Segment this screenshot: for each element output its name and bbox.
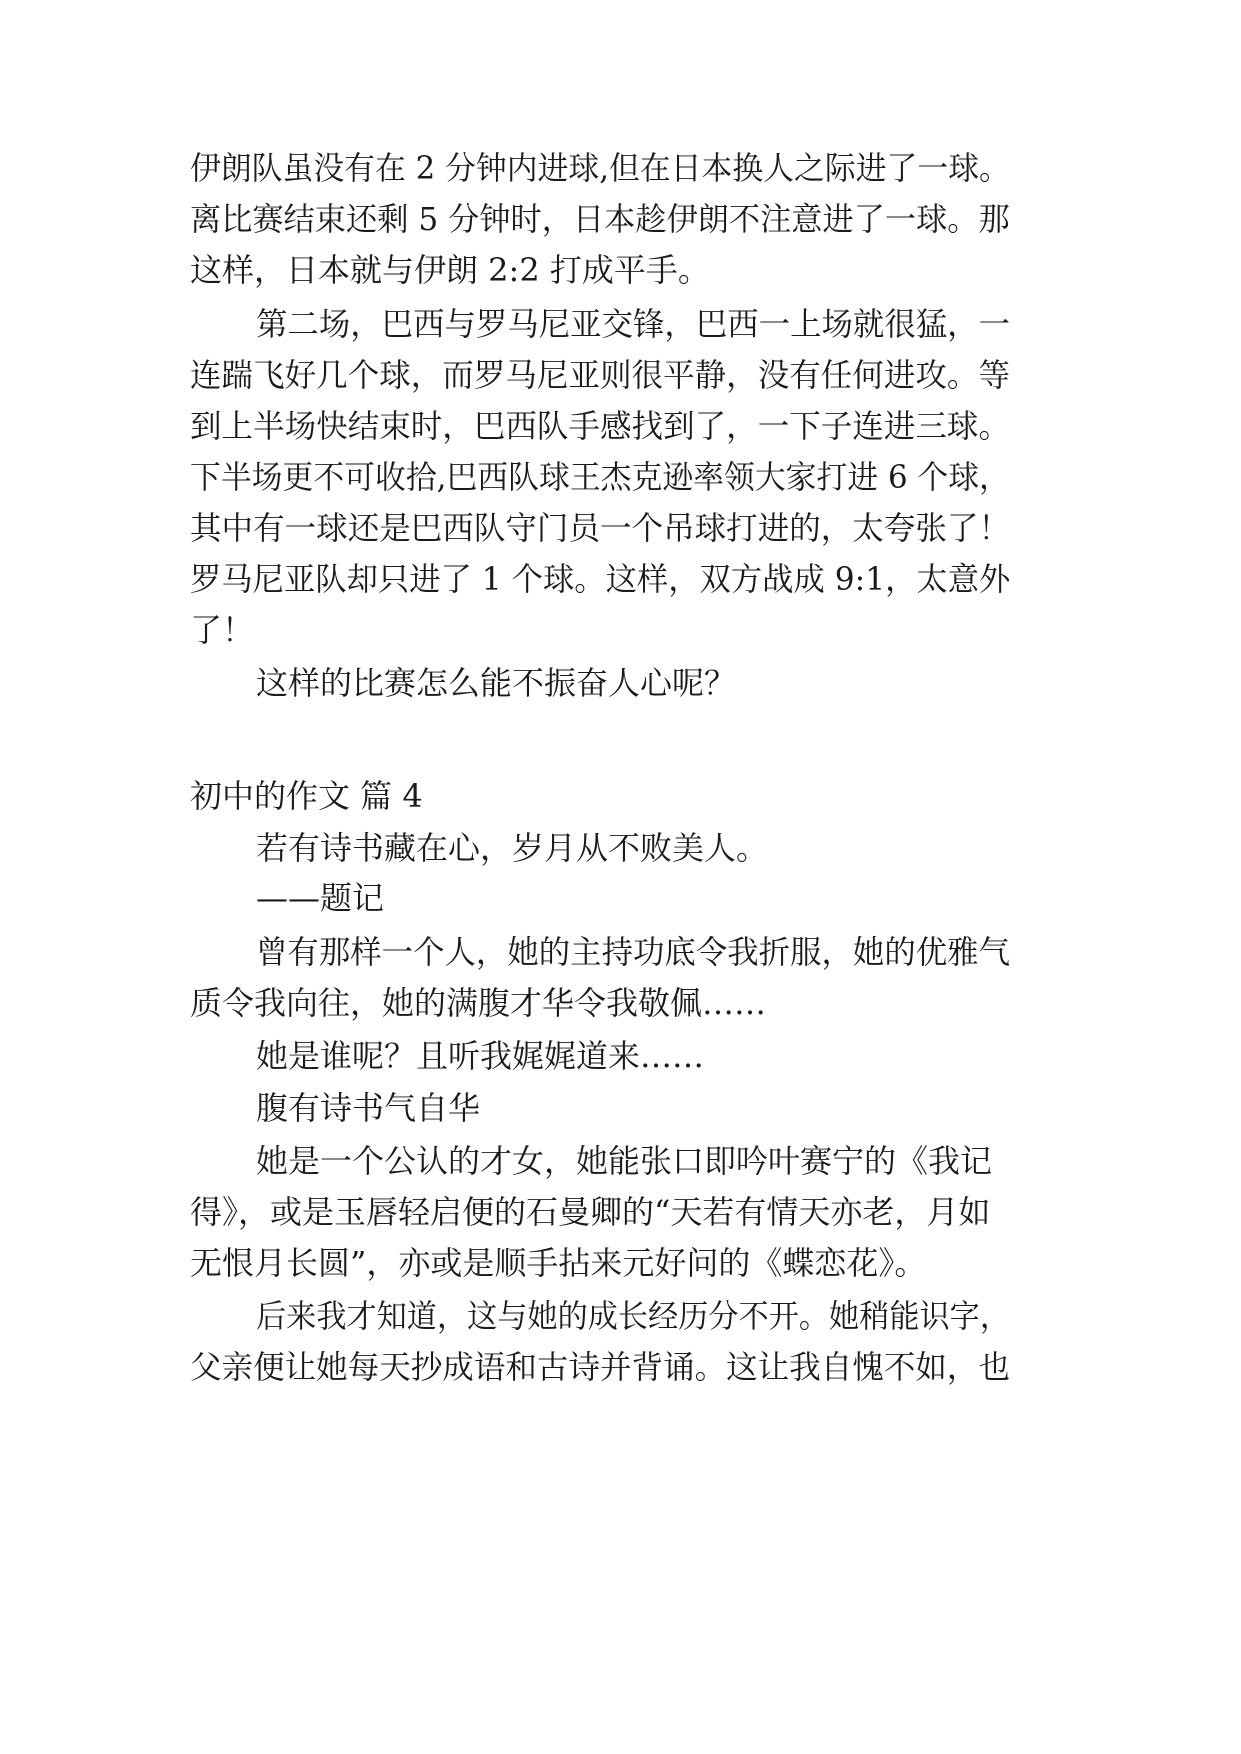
text-line: 连踹飞好几个球，而罗马尼亚则很平静，没有任何进攻。等 (190, 356, 1011, 394)
text-line: 这样的比赛怎么能不振奋人心呢？ (256, 664, 737, 702)
text-line: 这样，日本就与伊朗 2:2 打成平手。 (190, 251, 710, 289)
text-line: 了！ (190, 611, 255, 649)
text-line: 她是一个公认的才女，她能张口即吟叶赛宁的《我记 (256, 1142, 993, 1180)
text-line: 伊朗队虽没有在 2 分钟内进球,但在日本换人之际进了一球。 (190, 149, 1010, 187)
epigraph-source: ——题记 (256, 879, 385, 917)
subheading: 腹有诗书气自华 (256, 1089, 481, 1127)
text-line: 质令我向往，她的满腹才华令我敬佩…… (190, 984, 767, 1022)
text-line: 得》，或是玉唇轻启便的石曼卿的“天若有情天亦老，月如 (190, 1193, 991, 1231)
text-line: 其中有一球还是巴西队守门员一个吊球打进的，太夸张了！ (190, 509, 1011, 547)
text-line: 下半场更不可收拾,巴西队球王杰克逊率领大家打进 6 个球， (190, 458, 1010, 496)
text-line: 后来我才知道，这与她的成长经历分不开。她稍能识字， (256, 1297, 1011, 1335)
text-line: 罗马尼亚队却只进了 1 个球。这样，双方战成 9:1，太意外 (190, 560, 1011, 598)
text-line: 她是谁呢？且听我娓娓道来…… (256, 1037, 705, 1075)
text-line: 离比赛结束还剩 5 分钟时，日本趁伊朗不注意进了一球。那 (190, 200, 1010, 238)
text-line: 曾有那样一个人，她的主持功底令我折服，她的优雅气 (256, 933, 1011, 971)
text-line: 第二场，巴西与罗马尼亚交锋，巴西一上场就很猛，一 (256, 305, 1011, 343)
text-line: 无恨月长圆”，亦或是顺手拈来元好问的《蝶恋花》。 (190, 1244, 927, 1282)
text-line: 到上半场快结束时，巴西队手感找到了，一下子连进三球。 (190, 407, 1011, 445)
text-line: 父亲便让她每天抄成语和古诗并背诵。这让我自愧不如，也 (190, 1348, 1011, 1386)
epigraph: 若有诗书藏在心，岁月从不败美人。 (256, 829, 769, 867)
section-heading: 初中的作文 篇 4 (190, 777, 423, 815)
